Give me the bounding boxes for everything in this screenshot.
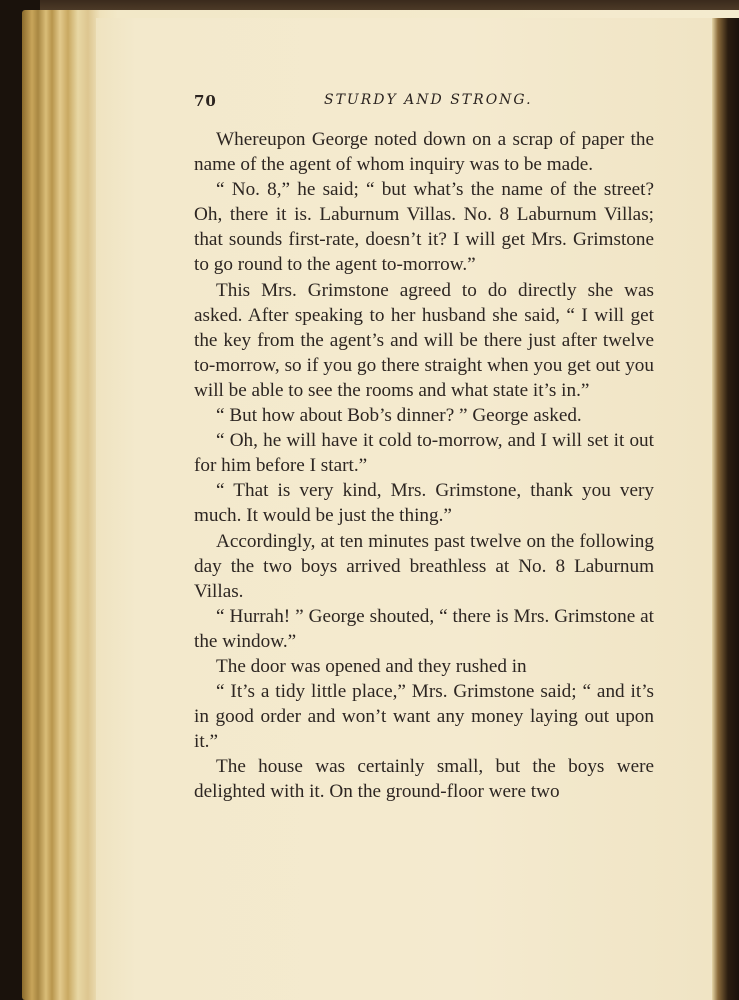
paragraph: The house was certainly small, but the boys were delighted with it. On the ground-floor were two bbox=[194, 756, 654, 803]
paragraph: “ That is very kind, Mrs. Grimstone, thank you very much. It would be just the thing.” bbox=[194, 480, 654, 527]
body-text bbox=[194, 127, 654, 805]
paragraph: The door was opened and they rushed in bbox=[216, 655, 527, 677]
running-title: STURDY AND STRONG. bbox=[324, 92, 533, 108]
running-header bbox=[194, 92, 654, 112]
paragraph: “ Oh, he will have it cold to-morrow, and I will set it out for him before I start.” bbox=[194, 430, 654, 477]
paragraph: “ No. 8,” he said; “ but what’s the name of the street? Oh, there it is. Laburnum Villas. No. 8 Laburnum Villas; that sounds first-rate, doesn’t it? I will get Mrs. Grimstone to go round to the agent to-morrow.” bbox=[194, 179, 654, 276]
page-number: 70 bbox=[194, 92, 217, 110]
paragraph: Whereupon George noted down on a scrap of paper the name of the agent of whom inquiry was to be made. bbox=[194, 129, 654, 176]
page-gutter-shadow bbox=[712, 18, 739, 1000]
paragraph: “ Hurrah! ” George shouted, “ there is Mrs. Grimstone at the window.” bbox=[194, 605, 654, 652]
paragraph: “ It’s a tidy little place,” Mrs. Grimstone said; “ and it’s in good order and won’t want any money laying out upon it.” bbox=[194, 681, 654, 753]
paragraph: “ But how about Bob’s dinner? ” George asked. bbox=[216, 405, 582, 427]
paragraph: This Mrs. Grimstone agreed to do directly she was asked. After speaking to her husband she said, “ I will get the key from the agent’s and will be there just after twelve to-morrow, so if you go there straight when you get out you will be able to see the rooms and what state it’s in.” bbox=[194, 279, 654, 401]
paragraph: Accordingly, at ten minutes past twelve on the following day the two boys arrived breathless at No. 8 Laburnum Villas. bbox=[194, 530, 654, 602]
